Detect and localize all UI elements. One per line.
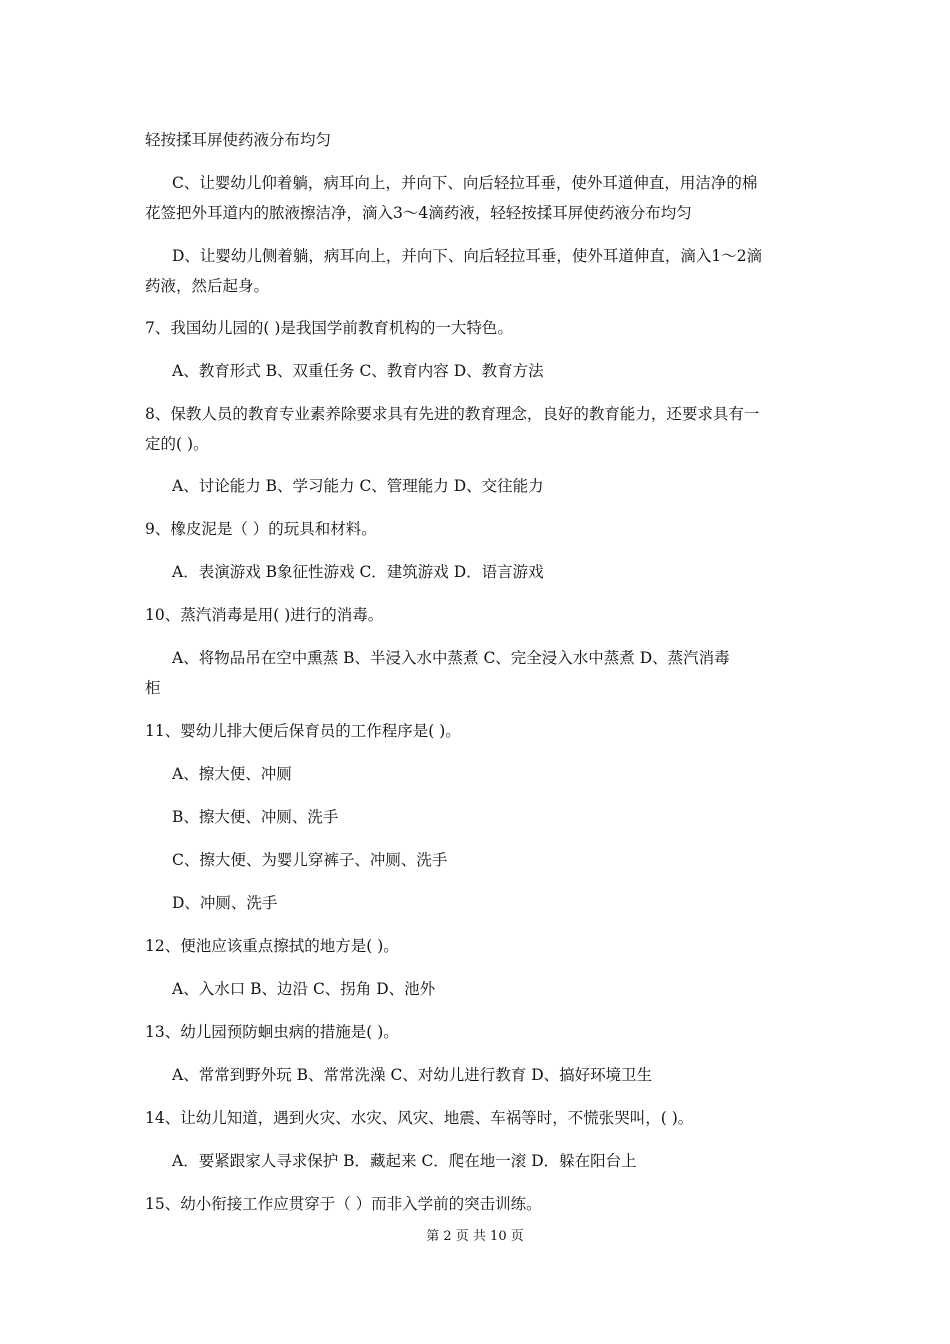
question-10-options-line-1: A、将物品吊在空中熏蒸 B、半浸入水中蒸煮 C、完全浸入水中蒸煮 D、蒸汽消毒 <box>172 649 730 667</box>
question-14-options: A．要紧跟家人寻求保护 B．藏起来 C．爬在地一滚 D．躲在阳台上 <box>172 1152 637 1170</box>
question-12: 12、便池应该重点擦拭的地方是( )。 <box>145 937 399 955</box>
option-d-line-2: 药液，然后起身。 <box>145 277 270 295</box>
question-9: 9、橡皮泥是（ ）的玩具和材料。 <box>145 520 377 538</box>
question-7: 7、我国幼儿园的( )是我国学前教育机构的一大特色。 <box>145 319 513 337</box>
option-c-line-2: 花签把外耳道内的脓液擦洁净，滴入3～4滴药液，轻轻按揉耳屏使药液分布均匀 <box>145 204 692 222</box>
question-8-line-2: 定的( )。 <box>145 435 209 453</box>
question-12-options: A、入水口 B、边沿 C、拐角 D、池外 <box>172 980 436 998</box>
question-11-option-d: D、冲厕、洗手 <box>172 894 278 912</box>
question-11-option-c: C、擦大便、为婴儿穿裤子、冲厕、洗手 <box>172 851 448 869</box>
option-c-line-1: C、让婴幼儿仰着躺，病耳向上，并向下、向后轻拉耳垂，使外耳道伸直，用洁净的棉 <box>172 174 758 192</box>
text-line: 轻按揉耳屏使药液分布均匀 <box>145 131 332 149</box>
question-13: 13、幼儿园预防蛔虫病的措施是( )。 <box>145 1023 399 1041</box>
page-footer: 第 2 页 共 10 页 <box>426 1229 524 1244</box>
option-d-line-1: D、让婴幼儿侧着躺，病耳向上，并向下、向后轻拉耳垂，使外耳道伸直，滴入1～2滴 <box>172 247 763 265</box>
question-11: 11、婴幼儿排大便后保育员的工作程序是( )。 <box>145 722 461 740</box>
question-14: 14、让幼儿知道，遇到火灾、水灾、风灾、地震、车祸等时，不慌张哭叫，( )。 <box>145 1109 694 1127</box>
question-11-option-b: B、擦大便、冲厕、洗手 <box>172 808 339 826</box>
question-9-options: A．表演游戏 B象征性游戏 C．建筑游戏 D．语言游戏 <box>172 563 544 581</box>
question-15: 15、幼小衔接工作应贯穿于（ ）而非入学前的突击训练。 <box>145 1195 542 1213</box>
question-8-line-1: 8、保教人员的教育专业素养除要求具有先进的教育理念，良好的教育能力，还要求具有一 <box>145 405 760 423</box>
question-10-options-line-2: 柜 <box>145 679 161 697</box>
question-10: 10、蒸汽消毒是用( )进行的消毒。 <box>145 606 384 624</box>
question-11-option-a: A、擦大便、冲厕 <box>172 765 292 783</box>
question-7-options: A、教育形式 B、双重任务 C、教育内容 D、教育方法 <box>172 362 544 380</box>
question-13-options: A、常常到野外玩 B、常常洗澡 C、对幼儿进行教育 D、搞好环境卫生 <box>172 1066 653 1084</box>
question-8-options: A、讨论能力 B、学习能力 C、管理能力 D、交往能力 <box>172 477 544 495</box>
